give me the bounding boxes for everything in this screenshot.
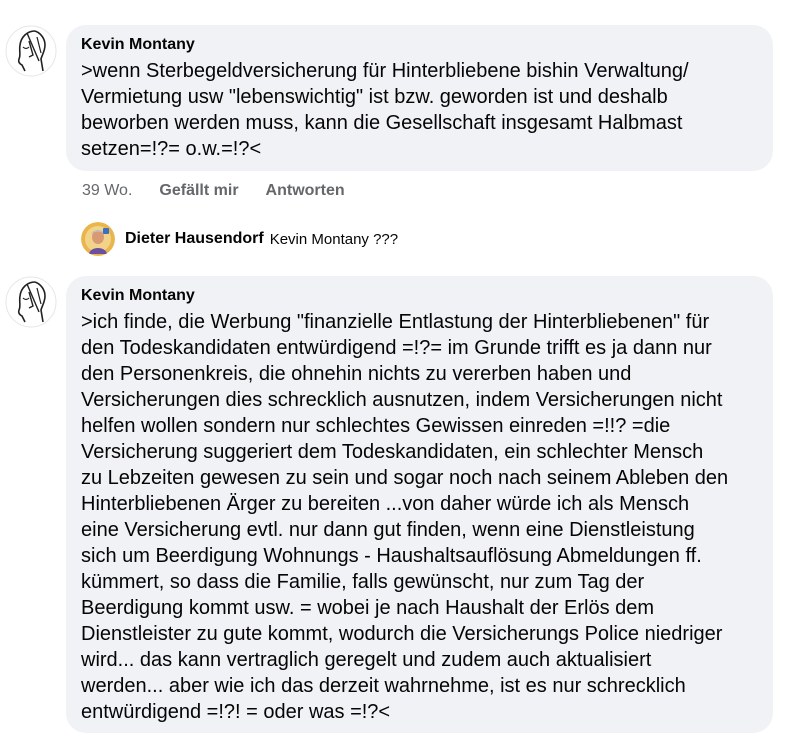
kevin-montany-avatar[interactable] bbox=[5, 276, 57, 328]
comment-text: >wenn Sterbegeldversicherung für Hinterbliebene bishin Verwaltung/ Vermietung usw "lebenswichtig" ist bzw. geworden ist und deshalb beworben werden muss, kann die Gesellschaft insgesamt Halbmast setzen=!?= o.w.=!?< bbox=[81, 60, 689, 160]
comment-bubble bbox=[66, 276, 773, 733]
reply-preview[interactable] bbox=[81, 222, 398, 256]
photo-avatar-icon bbox=[81, 222, 115, 256]
comment-bubble bbox=[66, 25, 773, 171]
comment-author[interactable]: Kevin Montany bbox=[81, 287, 195, 304]
comment-actions bbox=[82, 180, 345, 202]
reply-author[interactable]: Dieter Hausendorf bbox=[125, 230, 264, 247]
reply-button[interactable]: Antworten bbox=[265, 182, 345, 199]
line-face-icon bbox=[5, 276, 57, 328]
kevin-montany-avatar[interactable] bbox=[5, 25, 57, 77]
line-face-icon bbox=[5, 25, 57, 77]
like-button[interactable]: Gefällt mir bbox=[159, 182, 239, 199]
comment-author[interactable]: Kevin Montany bbox=[81, 36, 195, 53]
dieter-hausendorf-avatar[interactable] bbox=[81, 222, 115, 256]
comment-text: >ich finde, die Werbung "finanzielle Entlastung der Hinterbliebenen" für den Todeskandidaten entwürdigend =!?= im Grunde trifft es ja dann nur den Personenkreis, die ohnehin nichts zu vererben haben und Versicherungen dies schrecklich ausnutzen, indem Versicherungen nicht helfen wollen sondern nur schlechtes Gewissen einreden =!!? =die Versicherung suggeriert dem Todeskandidaten, ein schlechter Mensch zu Lebzeiten gewesen zu sein und sogar noch nach seinem Ableben den Hinterbliebenen Ärger zu bereiten ...von daher würde ich als Mensch eine Versicherung evtl. nur dann gut finden, wenn eine Dienstleistung sich um Beerdigung Wohnungs - Haushaltsauflösung Abmeldungen ff. kümmert, so dass die Familie, falls gewünscht, nur zum Tag der Beerdigung kommt usw. = wobei je nach Haushalt der Erlös dem Dienstleister zu gute kommt, wodurch die Versicherungs Police niedriger wird... das kann vertraglich geregelt und zudem auch aktualisiert werden... aber wie ich das derzeit wahrnehme, ist es nur schrecklich entwürdigend =!?! = oder was =!?< bbox=[81, 311, 729, 723]
comment-timestamp[interactable]: 39 Wo. bbox=[82, 182, 133, 199]
reply-text: Kevin Montany ??? bbox=[269, 230, 399, 248]
